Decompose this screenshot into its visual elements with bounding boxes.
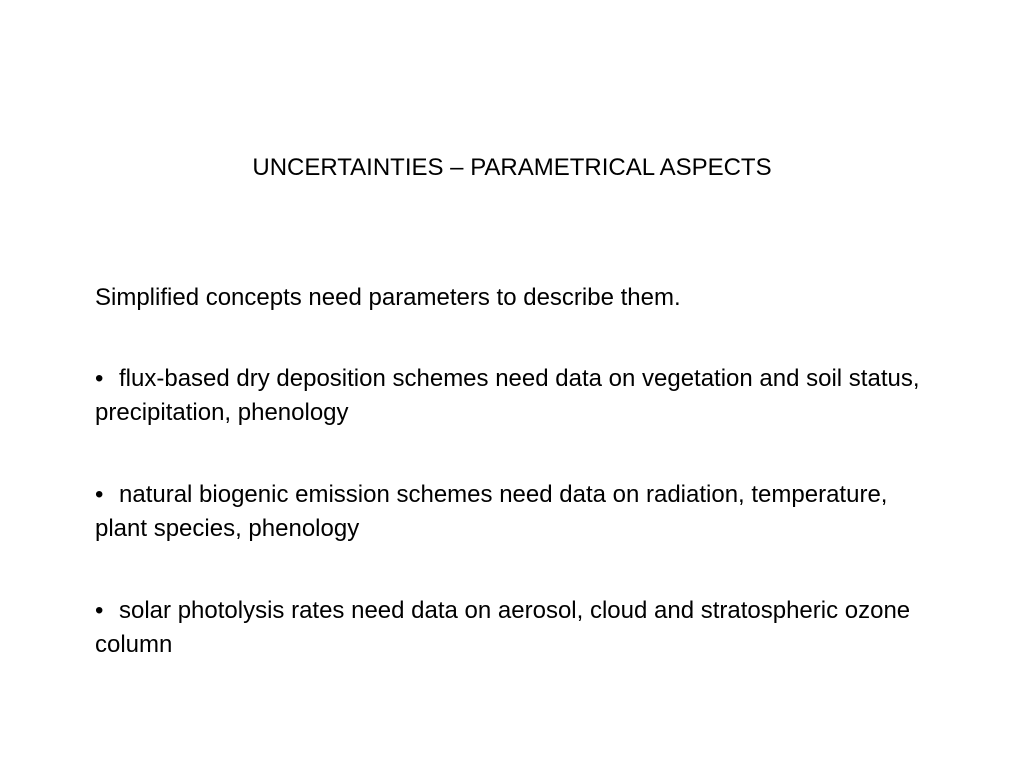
bullet-item [95, 362, 945, 430]
bullet-text: flux-based dry deposition schemes need data on vegetation and soil status, precipitation, phenology [95, 365, 920, 426]
bullet-marker: • [95, 481, 104, 508]
intro-text: Simplified concepts need parameters to describe them. [95, 284, 681, 311]
bullet-text: solar photolysis rates need data on aerosol, cloud and stratospheric ozone column [95, 597, 911, 658]
bullet-item [95, 478, 945, 546]
bullet-marker: • [95, 365, 104, 392]
bullet-item [95, 594, 945, 662]
bullet-text: natural biogenic emission schemes need data on radiation, temperature, plant species, phenology [95, 481, 888, 542]
slide-body [95, 281, 945, 662]
slide-title: UNCERTAINTIES – PARAMETRICAL ASPECTS [252, 154, 772, 181]
bullet-marker: • [95, 597, 104, 624]
